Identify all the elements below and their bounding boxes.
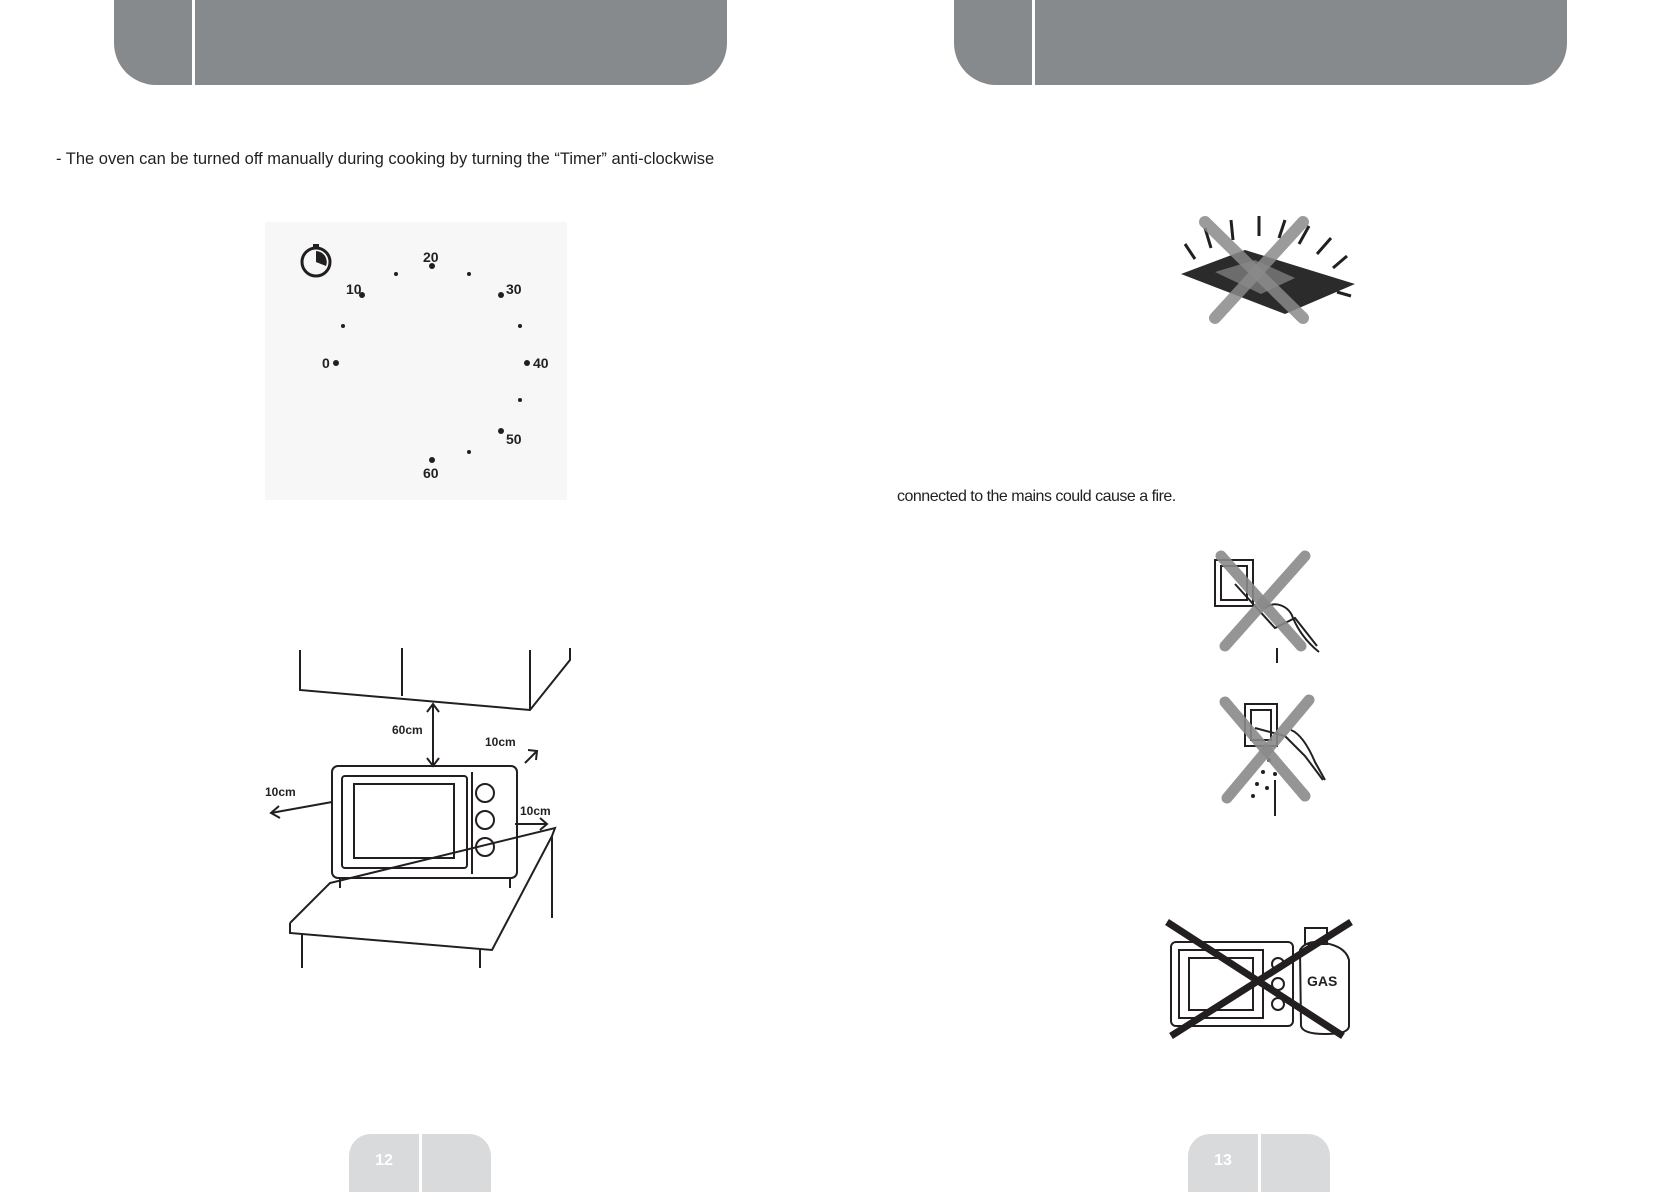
dial-label-10: 10 xyxy=(346,281,362,297)
header-tab-right xyxy=(954,0,1567,85)
side-clearance-arrows xyxy=(271,750,547,830)
header-tab-left xyxy=(114,0,727,85)
dial-label-0: 0 xyxy=(322,355,330,371)
header-divider xyxy=(192,0,195,85)
left-clearance-label: 10cm xyxy=(265,785,296,799)
cracked-door-warning-figure xyxy=(1175,214,1355,326)
oven-placement-diagram xyxy=(265,648,570,968)
toaster-oven xyxy=(332,766,517,888)
page-number-tab-left xyxy=(349,1134,491,1192)
dial-label-30: 30 xyxy=(506,281,522,297)
dial-label-60: 60 xyxy=(423,465,439,481)
gas-label: GAS xyxy=(1307,973,1338,989)
wall-cabinet xyxy=(300,648,570,710)
no-gas-nearby-warning-figure xyxy=(1165,920,1355,1038)
no-pull-cord-warning-figure xyxy=(1205,548,1325,663)
page-tab-divider xyxy=(419,1134,422,1192)
right-clearance-label: 10cm xyxy=(520,804,551,818)
fire-warning-text: connected to the mains could cause a fire. xyxy=(897,488,1176,505)
page-number: 12 xyxy=(375,1152,393,1169)
page-tab-divider xyxy=(1258,1134,1261,1192)
dial-label-40: 40 xyxy=(533,355,549,371)
table xyxy=(290,828,555,968)
dial-label-50: 50 xyxy=(506,431,522,447)
dial-dots xyxy=(333,263,530,463)
dial-label-20: 20 xyxy=(423,249,439,265)
toaster-oven-small xyxy=(1171,942,1293,1026)
no-wet-hands-warning-figure xyxy=(1205,690,1330,816)
top-clearance-label: 60cm xyxy=(392,723,423,737)
timer-dial-figure xyxy=(265,222,567,500)
back-clearance-label: 10cm xyxy=(485,735,516,749)
page-number-tab-right xyxy=(1188,1134,1330,1192)
timer-clock-icon xyxy=(302,244,330,276)
header-divider xyxy=(1032,0,1035,85)
top-clearance-arrow xyxy=(427,704,439,766)
page-number: 13 xyxy=(1214,1152,1232,1169)
timer-off-instruction: - The oven can be turned off manually during cooking by turning the “Timer” anti-clockwise xyxy=(56,150,715,168)
